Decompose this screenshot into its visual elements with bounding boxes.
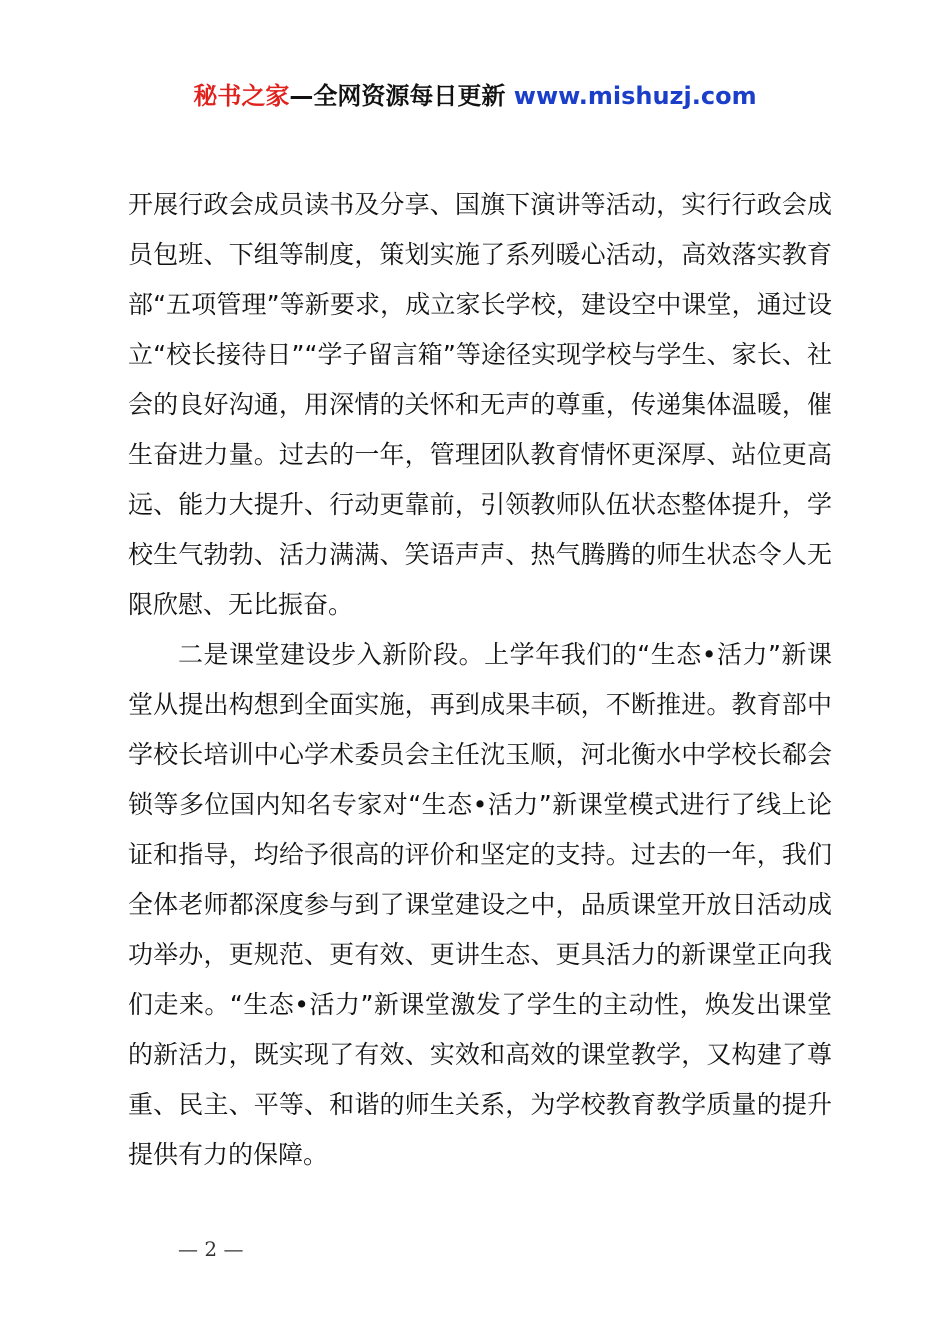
- page-number: — 2 —: [178, 1237, 244, 1261]
- paragraph-classroom-construction: 二是课堂建设步入新阶段。上学年我们的“生态•活力”新课堂从提出构想到全面实施，再到成果丰硕，不断推进。教育部中学校长培训中心学术委员会主任沈玉顺，河北衡水中学校长郗会锁等多位国内知名专家对“生态•活力”新课堂模式进行了线上论证和指导，均给予很高的评价和坚定的支持。过去的一年，我们全体老师都深度参与到了课堂建设之中，品质课堂开放日活动成功举办，更规范、更有效、更讲生态、更具活力的新课堂正向我们走来。“生态•活力”新课堂激发了学生的主动性，焕发出课堂的新活力，既实现了有效、实效和高效的课堂教学，又构建了尊重、民主、平等、和谐的师生关系，为学校教育教学质量的提升提供有力的保障。: [128, 640, 832, 1169]
- header-tagline: —全网资源每日更新: [289, 82, 506, 110]
- brand-name: 秘书之家: [193, 82, 290, 110]
- document-body: [128, 180, 832, 1180]
- site-url-link[interactable]: www.mishuzj.com: [513, 82, 757, 110]
- site-header: [0, 80, 950, 112]
- paragraph-continued: 开展行政会成员读书及分享、国旗下演讲等活动，实行行政会成员包班、下组等制度，策划实施了系列暖心活动，高效落实教育部“五项管理”等新要求，成立家长学校，建设空中课堂，通过设立“校长接待日”“学子留言箱”等途径实现学校与学生、家长、社会的良好沟通，用深情的关怀和无声的尊重，传递集体温暖，催生奋进力量。过去的一年，管理团队教育情怀更深厚、站位更高远、能力大提升、行动更靠前，引领教师队伍状态整体提升，学校生气勃勃、活力满满、笑语声声、热气腾腾的师生状态令人无限欣慰、无比振奋。: [128, 190, 832, 619]
